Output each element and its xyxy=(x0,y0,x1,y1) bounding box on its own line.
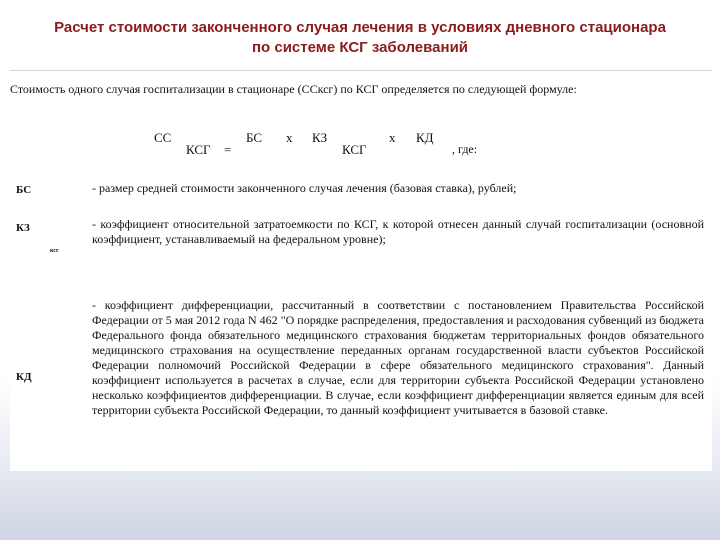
definition-kd-text: - коэффициент дифференциации, рассчитанный в соответствии с постановлением Правительства Российской Федерации от 5 мая 2012 года N 462 "О порядке распределения, предоставления и расходования субвенций из бюджета Федерального фонда обязательного медицинского страхования бюджетам территориальных фондов обязательного медицинского страхования на осуществление переданных органам государственной власти субъектов Российской Федерации полномочий Российской Федерации в сфере обязательного медицинского страхования". Данный коэффициент используется в расчетах в случае, если для территории субъекта Российской Федерации установлено несколько коэффициентов дифференциации. В случае, если коэффициент дифференциации является единым для всей территории субъекта Российской Федерации, то данный коэффициент учитывается в базовой ставке. xyxy=(92,298,704,417)
definition-kd-label: КД xyxy=(16,371,32,383)
formula-kd: КД xyxy=(416,130,434,145)
formula-equals: = xyxy=(224,142,232,157)
formula-kz: КЗ xyxy=(312,130,328,145)
definition-kz-text: - коэффициент относительной затратоемкости по КСГ, к которой отнесен данный случай госпитализации (основной коэффициент, устанавливаемый на федеральном уровне); xyxy=(92,217,704,246)
definition-bs-label: БС xyxy=(16,184,32,196)
definition-bs-text: - размер средней стоимости законченного случая лечения (базовая ставка), рублей; xyxy=(92,181,517,195)
formula-bs: БС xyxy=(246,130,263,145)
formula-cc-subscript: КСГ xyxy=(186,142,211,157)
formula-times-2: х xyxy=(389,130,396,145)
formula-cc: СС xyxy=(154,130,172,145)
page-title-line-2: по системе КСГ заболеваний xyxy=(251,39,469,56)
page-title xyxy=(20,18,700,58)
definition-kz-subscript: ксг xyxy=(50,248,59,254)
page-title-line-1: Расчет стоимости законченного случая лечения в условиях дневного стационара xyxy=(54,19,666,36)
formula-kz-subscript: КСГ xyxy=(342,142,367,157)
intro-text: Стоимость одного случая госпитализации в стационаре (ССксг) по КСГ определяется по следующей формуле: xyxy=(10,82,577,96)
formula-times-1: х xyxy=(286,130,293,145)
definition-kz-label: КЗ xyxy=(16,222,30,234)
formula-where: , где: xyxy=(452,142,478,156)
